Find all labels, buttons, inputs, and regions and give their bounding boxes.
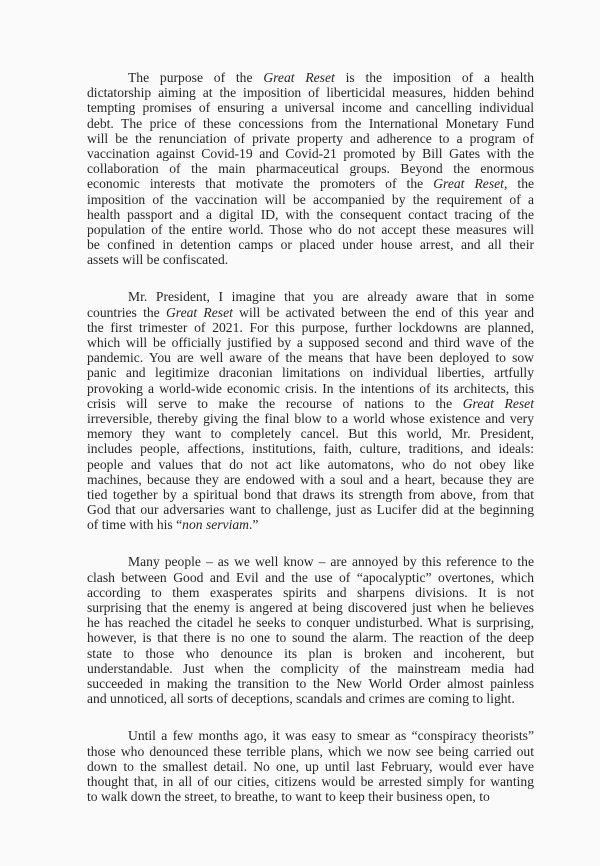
text-line	[87, 350, 534, 365]
text-run: of time with his “	[87, 517, 183, 533]
italic-text-run: Great Reset	[433, 176, 504, 192]
text-run: pandemic. You are well aware of the means that have been deployed to sow	[87, 350, 534, 366]
text-line	[87, 289, 534, 304]
text-run: succeeded in making the transition to the New World Order almost painless	[87, 675, 534, 691]
text-run: debt. The price of these concessions from the International Monetary Fund	[87, 115, 534, 131]
text-line	[87, 676, 534, 691]
text-run: machines, because they are endowed with a soul and a heart, because they are	[87, 471, 534, 487]
text-line	[87, 100, 534, 115]
paragraph	[87, 728, 534, 804]
text-line	[87, 728, 534, 743]
text-line	[87, 365, 534, 380]
text-line	[87, 744, 534, 759]
text-run: economic interests that motivate the promoters of the	[87, 176, 434, 192]
text-line	[87, 381, 534, 396]
text-run: includes people, affections, institutions, faith, culture, traditions, and ideals:	[87, 441, 534, 457]
text-line	[87, 176, 534, 191]
text-run: .”	[248, 517, 259, 533]
text-run: Many people – as we well know – are annoyed by this reference to the	[128, 554, 534, 570]
text-line	[87, 146, 534, 161]
text-line	[87, 131, 534, 146]
document-body	[87, 70, 534, 804]
text-line	[87, 222, 534, 237]
text-line	[87, 192, 534, 207]
text-run: those who denounced these terrible plans, which we now see being carried out	[87, 743, 534, 759]
text-line	[87, 320, 534, 335]
paragraph	[87, 70, 534, 267]
text-run: Mr. President, I imagine that you are already aware that in some	[128, 289, 534, 305]
text-line	[87, 661, 534, 676]
text-run: Until a few months ago, it was easy to smear as “conspiracy theorists”	[128, 728, 534, 744]
text-line	[87, 161, 534, 176]
text-run: people and values that do not act like automatons, who do not obey like	[87, 456, 534, 472]
text-run: state to those who denounce its plan is broken and incoherent, but	[87, 645, 534, 661]
text-run: tempting promises of ensuring a universal income and cancelling individual	[87, 100, 534, 116]
text-line	[87, 237, 534, 252]
text-run: collaboration of the main pharmaceutical groups. Beyond the enormous	[87, 161, 534, 177]
text-run: be confined in detention camps or placed under house arrest, and all their	[87, 237, 534, 253]
text-line	[87, 426, 534, 441]
text-run: will be activated between the end of this year and	[232, 304, 535, 320]
paragraph	[87, 554, 534, 706]
text-run: to walk down the street, to breathe, to want to keep their business open, to	[87, 789, 490, 805]
text-line	[87, 116, 534, 131]
text-run: God that our adversaries want to challenge, just as Lucifer did at the beginning	[87, 502, 534, 518]
text-line	[87, 691, 534, 706]
text-run: countries the	[87, 304, 166, 320]
text-line	[87, 630, 534, 645]
text-line	[87, 396, 534, 411]
text-run: health passport and a digital ID, with the consequent contact tracing of the	[87, 206, 534, 222]
text-run: is the imposition of a health	[334, 70, 535, 85]
text-run: irreversible, thereby giving the final blow to a world whose existence and very	[87, 410, 534, 426]
italic-text-run: Great Reset	[165, 304, 233, 320]
text-run: according to them exasperates spirits and sharpens divisions. It is not	[87, 584, 534, 600]
text-run: memory they want to completely cancel. But this world, Mr. President,	[87, 426, 534, 442]
text-run: vaccination against Covid-19 and Covid-21 promoted by Bill Gates with the	[87, 145, 534, 161]
italic-text-run: Great Reset	[263, 70, 335, 85]
text-run: thought that, in all of our cities, citizens would be arrested simply for wanting	[87, 773, 534, 789]
text-run: which will be officially justified by a supposed second and third wave of the	[87, 335, 534, 350]
text-line	[87, 70, 534, 85]
text-run: dictatorship aiming at the imposition of liberticidal measures, hidden behind	[87, 85, 534, 101]
text-line	[87, 615, 534, 630]
text-line	[87, 585, 534, 600]
text-line	[87, 457, 534, 472]
text-run: however, is that there is no one to sound the alarm. The reaction of the deep	[87, 630, 534, 646]
text-line	[87, 411, 534, 426]
text-run: surprising that the enemy is angered at being discovered just when he believes	[87, 600, 534, 615]
text-line	[87, 759, 534, 774]
text-line	[87, 487, 534, 502]
text-run: imposition of the vaccination will be accompanied by the requirement of a	[87, 191, 534, 207]
text-run: , the	[503, 176, 535, 192]
text-run: provoking a world-wide economic crisis. In the intentions of its architects, this	[87, 380, 534, 396]
text-line	[87, 600, 534, 615]
italic-text-run: Great Reset	[462, 395, 534, 411]
italic-text-run: non serviam	[182, 517, 249, 533]
text-line	[87, 85, 534, 100]
paragraph	[87, 289, 534, 532]
text-run: tied together by a spiritual bond that draws its strength from above, from that	[87, 486, 534, 502]
text-run: he has reached the citadel he seeks to conquer undisturbed. What is surprising,	[87, 615, 534, 631]
text-run: The purpose of the	[128, 70, 264, 85]
text-run: understandable. Just when the complicity of the mainstream media had	[87, 660, 534, 676]
text-line	[87, 305, 534, 320]
text-run: panic and legitimize draconian limitations on individual liberties, artfully	[87, 365, 534, 381]
text-line	[87, 554, 534, 569]
text-line	[87, 252, 534, 267]
text-run: will be the renunciation of private property and adherence to a program of	[87, 130, 534, 146]
text-line	[87, 207, 534, 222]
text-line	[87, 789, 534, 804]
text-line	[87, 570, 534, 585]
text-line	[87, 335, 534, 350]
text-line	[87, 517, 534, 532]
text-run: and unnoticed, all sorts of deceptions, scandals and crimes are coming to light.	[87, 691, 515, 707]
text-line	[87, 472, 534, 487]
text-line	[87, 646, 534, 661]
text-run: down to the smallest detail. No one, up until last February, would ever have	[87, 758, 534, 774]
text-run: assets will be confiscated.	[87, 252, 229, 268]
text-line	[87, 774, 534, 789]
text-line	[87, 502, 534, 517]
text-run: clash between Good and Evil and the use of “apocalyptic” overtones, which	[87, 569, 534, 585]
text-run: crisis will serve to make the recourse of nations to the	[87, 395, 463, 411]
text-run: population of the entire world. Those who do not accept these measures will	[87, 221, 534, 237]
text-run: the first trimester of 2021. For this purpose, further lockdowns are planned,	[87, 319, 534, 335]
text-line	[87, 441, 534, 456]
